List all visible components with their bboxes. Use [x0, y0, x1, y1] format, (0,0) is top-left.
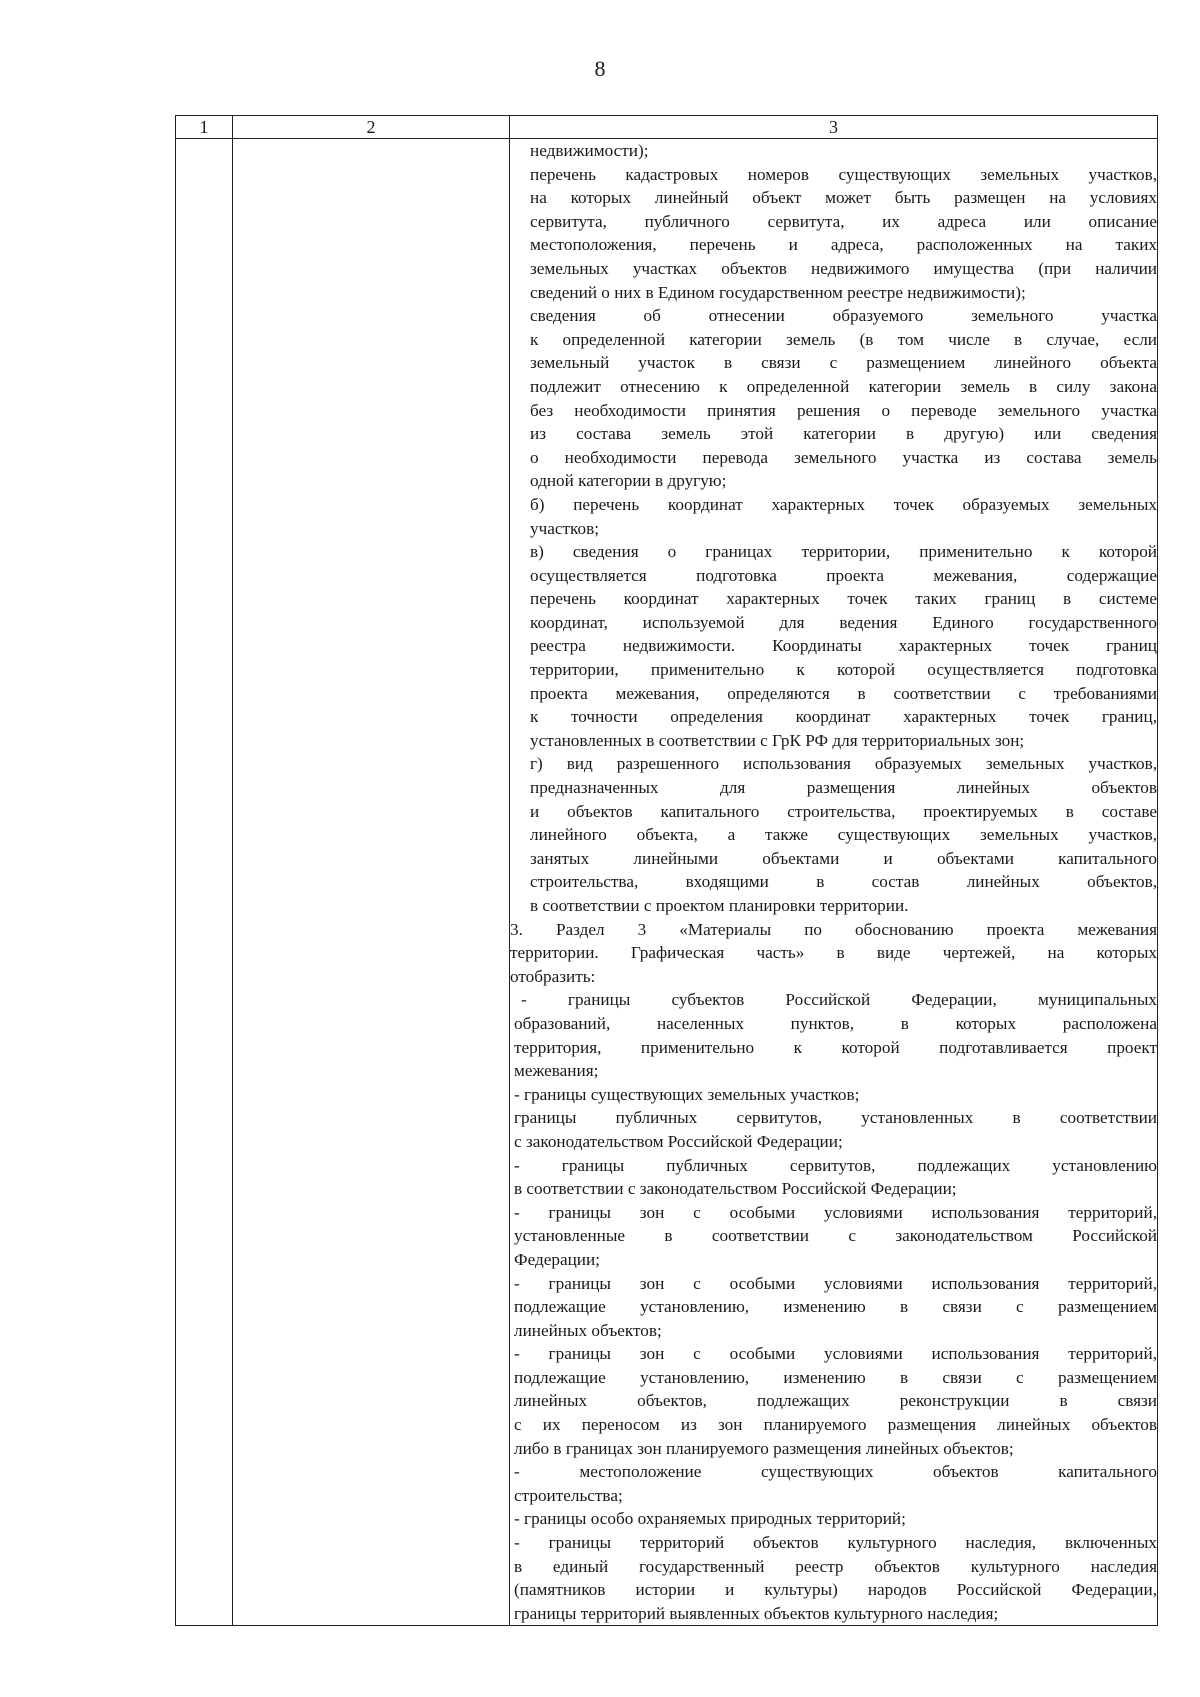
table-row	[176, 139, 1158, 1626]
table-header-row	[176, 116, 1158, 139]
text-line: б) перечень координат характерных точек образуемых земельных	[530, 494, 1157, 514]
text-line: подлежащие установлению, изменению в связи с размещением	[514, 1367, 1157, 1387]
cell-col-1	[176, 139, 233, 1626]
text-line: строительства;	[514, 1485, 623, 1505]
column-header-3: 3	[510, 116, 1158, 139]
text-line: реестра недвижимости. Координаты характерных точек границ	[530, 636, 1157, 656]
text-line: местоположения, перечень и адреса, расположенных на таких	[530, 235, 1157, 255]
text-line: сведений о них в Едином государственном реестре недвижимости);	[530, 282, 1026, 302]
text-line: без необходимости принятия решения о переводе земельного участка	[530, 400, 1157, 420]
text-line: и объектов капитального строительства, проектируемых в составе	[530, 801, 1157, 821]
text-line: либо в границах зон планируемого размещения линейных объектов;	[514, 1438, 1014, 1458]
column-header-2: 2	[233, 116, 510, 139]
text-line: г) вид разрешенного использования образуемых земельных участков,	[530, 754, 1157, 774]
text-line: - границы публичных сервитутов, подлежащих установлению	[514, 1155, 1157, 1175]
text-line: о необходимости перевода земельного участка из состава земель	[530, 447, 1157, 467]
text-line: проекта межевания, определяются в соответствии с требованиями	[530, 683, 1157, 703]
text-line: с законодательством Российской Федерации;	[514, 1131, 843, 1151]
text-line: границы публичных сервитутов, установленных в соответствии	[514, 1108, 1157, 1128]
text-line: в) сведения о границах территории, применительно к которой	[530, 542, 1157, 562]
text-line: земельный участок в связи с размещением линейного объекта	[530, 353, 1157, 373]
cell-col-3-text	[510, 139, 1158, 1626]
text-line: координат, используемой для ведения Единого государственного	[530, 612, 1157, 632]
text-line: 3. Раздел 3 «Материалы по обоснованию проекта межевания	[510, 919, 1157, 939]
text-line: территория, применительно к которой подготавливается проект	[514, 1037, 1157, 1057]
text-line: перечень координат характерных точек таких границ в системе	[530, 589, 1157, 609]
cell-col-2	[233, 139, 510, 1626]
text-line: подлежит отнесению к определенной категории земель в силу закона	[530, 376, 1157, 396]
text-line: строительства, входящими в состав линейных объектов,	[530, 872, 1157, 892]
text-line: осуществляется подготовка проекта межевания, содержащие	[530, 565, 1157, 585]
text-line: одной категории в другую;	[530, 471, 727, 491]
text-line: - границы зон с особыми условиями использования территорий,	[514, 1344, 1157, 1364]
text-line: предназначенных для размещения линейных объектов	[530, 778, 1157, 798]
text-line: из состава земель этой категории в другую) или сведения	[530, 424, 1157, 444]
text-line: установленных в соответствии с ГрК РФ для территориальных зон;	[530, 730, 1025, 750]
text-line: образований, населенных пунктов, в которых расположена	[514, 1013, 1157, 1033]
page-number: 8	[594, 56, 606, 81]
text-line: (памятников истории и культуры) народов Российской Федерации,	[514, 1580, 1157, 1600]
text-line: территории. Графическая часть» в виде чертежей, на которых	[510, 943, 1157, 963]
text-line: границы территорий выявленных объектов культурного наследия;	[514, 1603, 999, 1623]
column-header-1: 1	[176, 116, 233, 139]
text-line: перечень кадастровых номеров существующих земельных участков,	[530, 164, 1157, 184]
text-line: в единый государственный реестр объектов культурного наследия	[514, 1556, 1157, 1576]
text-line: сведения об отнесении образуемого земельного участка	[530, 306, 1157, 326]
text-line: - местоположение существующих объектов капитального	[514, 1462, 1157, 1482]
text-line: подлежащие установлению, изменению в связи с размещением	[514, 1297, 1157, 1317]
text-line: в соответствии с законодательством Российской Федерации;	[514, 1179, 957, 1199]
text-line: межевания;	[514, 1061, 599, 1081]
text-line: участков;	[530, 518, 599, 538]
text-line: в соответствии с проектом планировки территории.	[530, 896, 909, 915]
text-line: Федерации;	[514, 1249, 600, 1269]
text-line: к определенной категории земель (в том числе в случае, если	[530, 329, 1157, 349]
text-line: - границы субъектов Российской Федерации, муниципальных	[521, 990, 1157, 1010]
text-line: с их переносом из зон планируемого размещения линейных объектов	[514, 1415, 1157, 1435]
text-line: - границы особо охраняемых природных территорий;	[514, 1509, 906, 1529]
text-line: линейных объектов, подлежащих реконструкции в связи	[514, 1391, 1157, 1411]
text-line: линейных объектов;	[514, 1320, 662, 1340]
text-line: занятых линейными объектами и объектами капитального	[530, 848, 1157, 868]
content-table	[175, 115, 1158, 1626]
text-line: к точности определения координат характерных точек границ,	[530, 707, 1157, 727]
text-line: на которых линейный объект может быть размещен на условиях	[530, 188, 1157, 208]
text-line: земельных участках объектов недвижимого имущества (при наличии	[530, 258, 1157, 278]
text-line: отобразить:	[510, 966, 596, 986]
text-line: установленные в соответствии с законодательством Российской	[514, 1226, 1157, 1246]
text-line: сервитута, публичного сервитута, их адреса или описание	[530, 211, 1157, 231]
text-line: - границы территорий объектов культурного наследия, включенных	[514, 1533, 1157, 1553]
text-line: - границы зон с особыми условиями использования территорий,	[514, 1202, 1157, 1222]
text-line: недвижимости);	[530, 141, 649, 160]
text-line: - границы зон с особыми условиями использования территорий,	[514, 1273, 1157, 1293]
text-line: - границы существующих земельных участков;	[514, 1084, 860, 1104]
text-line: территории, применительно к которой осуществляется подготовка	[530, 660, 1157, 680]
text-line: линейного объекта, а также существующих земельных участков,	[530, 825, 1157, 845]
